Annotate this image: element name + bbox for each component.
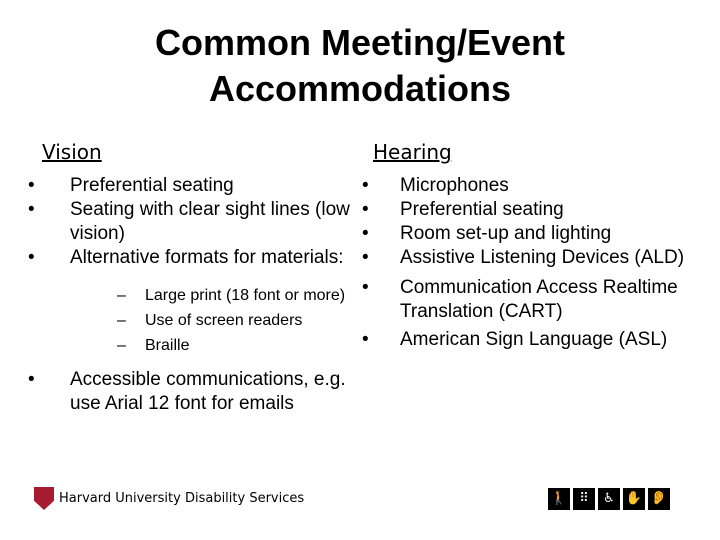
hearing-item-text: Assistive Listening Devices (ALD) — [400, 247, 685, 268]
vision-item — [28, 246, 358, 358]
bullet: • — [28, 199, 35, 220]
bullet: • — [28, 369, 35, 390]
braille-icon: ⠿ — [573, 488, 595, 510]
vision-subitem-text: Braille — [145, 337, 190, 354]
vision-heading: Vision — [42, 140, 102, 164]
bullet: • — [362, 329, 369, 350]
vision-item-text: Alternative formats for materials: — [70, 247, 344, 268]
dash: – — [117, 337, 126, 354]
dash: – — [117, 312, 126, 329]
slide-title: Common Meeting/Event Accommodations — [154, 22, 566, 109]
hearing-icon: 👂 — [648, 488, 670, 510]
footer-logo — [34, 487, 304, 510]
bullet: • — [362, 277, 369, 298]
bullet: • — [362, 247, 369, 268]
hearing-item — [362, 222, 692, 246]
vision-subitem-text: Large print (18 font or more) — [145, 287, 346, 304]
harvard-shield-icon — [34, 487, 54, 510]
dash: – — [117, 287, 126, 304]
hearing-item-text: Communication Access Realtime Translation (CART) — [400, 277, 678, 322]
hearing-item — [362, 174, 692, 198]
hearing-heading: Hearing — [373, 140, 452, 164]
vision-item — [28, 368, 358, 416]
hearing-item-text: American Sign Language (ASL) — [400, 329, 668, 350]
hearing-item — [362, 198, 692, 222]
hearing-item-text: Room set-up and lighting — [400, 223, 612, 244]
vision-item — [28, 198, 358, 246]
sign-language-icon: ✋ — [623, 488, 645, 510]
blind-walking-icon: 🚶 — [548, 488, 570, 510]
vision-subitem — [70, 333, 358, 358]
hearing-item-text: Preferential seating — [400, 199, 564, 220]
vision-subitem — [70, 283, 358, 308]
hearing-item — [362, 246, 692, 270]
footer-org-name: Harvard University Disability Services — [59, 491, 305, 506]
bullet: • — [28, 175, 35, 196]
vision-subitem — [70, 308, 358, 333]
vision-subitem-text: Use of screen readers — [145, 312, 303, 329]
accessibility-icons — [548, 488, 670, 510]
vision-sublist — [70, 283, 358, 358]
vision-item-text: Seating with clear sight lines (low vision) — [70, 199, 350, 244]
vision-list — [28, 174, 358, 416]
vision-item — [28, 174, 358, 198]
bullet: • — [362, 199, 369, 220]
hearing-list — [362, 174, 692, 352]
wheelchair-icon: ♿ — [598, 488, 620, 510]
vision-item-text: Preferential seating — [70, 175, 234, 196]
vision-item-text: Accessible communications, e.g. use Arial 12 font for emails — [70, 369, 346, 414]
bullet: • — [362, 223, 369, 244]
hearing-item — [362, 328, 692, 352]
bullet: • — [28, 247, 35, 268]
bullet: • — [362, 175, 369, 196]
hearing-item-text: Microphones — [400, 175, 509, 196]
hearing-item — [362, 276, 692, 324]
